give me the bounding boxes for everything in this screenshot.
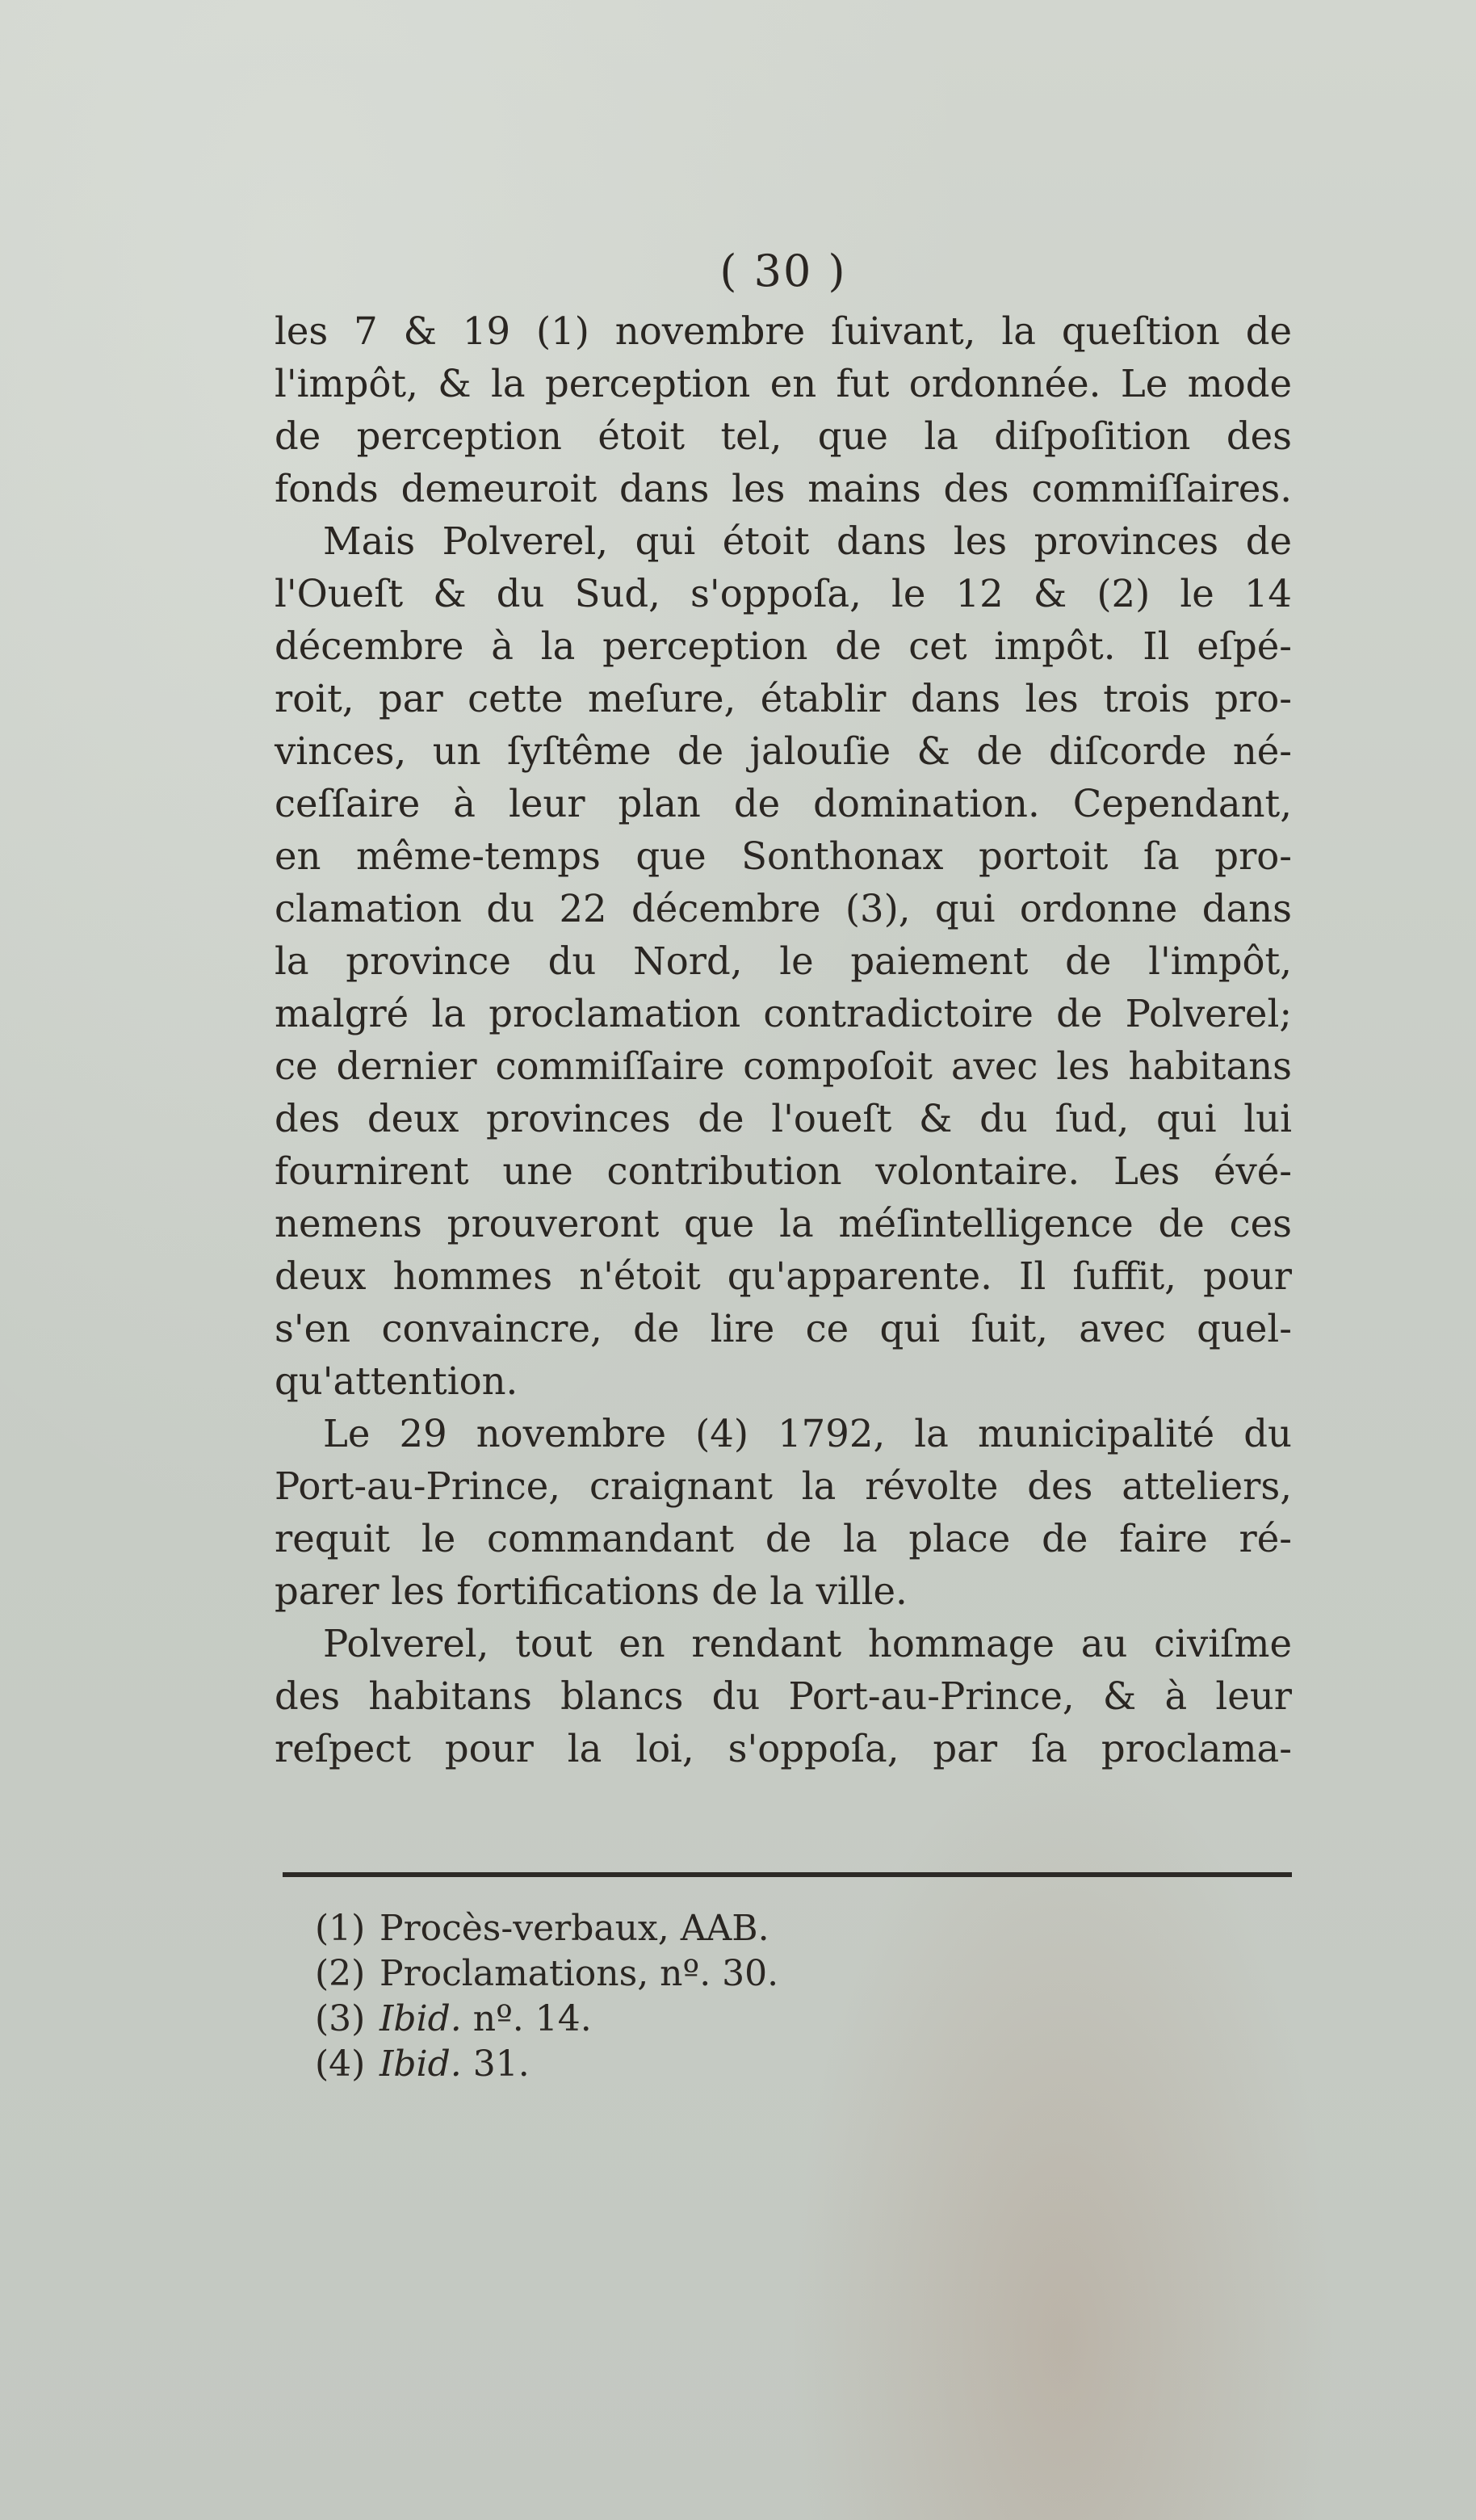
text-line: les 7 & 19 (1) novembre ſuivant, la queſtion de	[275, 309, 1292, 353]
footnote-text: Procès-verbaux, AAB.	[379, 1908, 769, 1949]
text-line: des habitans blancs du Port-au-Prince, & à leur	[275, 1674, 1292, 1718]
footnote-text: nº. 14.	[461, 1998, 592, 2039]
text-line: fonds demeuroit dans les mains des commiſſaires.	[275, 467, 1292, 510]
main-text	[275, 242, 1292, 1775]
footnote-text: Proclamations, nº. 30.	[379, 1953, 779, 1994]
text-line: fournirent une contribution volontaire. Les évé-	[275, 1149, 1292, 1193]
text-line: reſpect pour la loi, s'oppoſa, par ſa proclama-	[275, 1727, 1292, 1770]
text-line: vinces, un ſyſtême de jalouſie & de diſcorde né-	[275, 729, 1292, 773]
text-line: roit, par cette meſure, établir dans les trois pro-	[275, 677, 1292, 720]
paragraph-1	[275, 305, 1292, 515]
footnotes	[315, 1906, 880, 2087]
text-line: qu'attention.	[275, 1359, 518, 1403]
text-line: s'en convaincre, de lire ce qui ſuit, avec quel-	[275, 1307, 1292, 1350]
text-line: l'impôt, & la perception en fut ordonnée. Le mode	[275, 362, 1292, 405]
footnote-number: (1)	[315, 1908, 366, 1949]
text-line: Polverel, tout en rendant hommage au civiſme	[323, 1622, 1292, 1665]
text-line: en même-temps que Sonthonax portoit ſa pro-	[275, 834, 1292, 878]
footnote-number: (3)	[315, 1998, 366, 2039]
footnote-text: 31.	[461, 2043, 530, 2085]
paragraph-3	[275, 1408, 1292, 1618]
footnote-4	[315, 2042, 880, 2087]
text-line: Port-au-Prince, craignant la révolte des atteliers,	[275, 1464, 1292, 1508]
footnote-italic: Ibid.	[379, 1998, 462, 2039]
text-line: ce dernier commiſſaire compoſoit avec les habitans	[275, 1044, 1292, 1088]
text-line: clamation du 22 décembre (3), qui ordonne dans	[275, 887, 1292, 930]
footnote-rule	[283, 1872, 1292, 1877]
text-line: ceſſaire à leur plan de domination. Cependant,	[275, 782, 1292, 825]
text-line: deux hommes n'étoit qu'apparente. Il ſuffit, pour	[275, 1254, 1292, 1298]
text-line: Mais Polverel, qui étoit dans les provinces de	[323, 519, 1292, 563]
footnote-2	[315, 1951, 880, 1997]
text-line: des deux provinces de l'oueſt & du ſud, qui lui	[275, 1097, 1292, 1140]
paragraph-2	[275, 515, 1292, 1408]
footnote-number: (4)	[315, 2043, 366, 2085]
text-line: de perception étoit tel, que la diſpoſition des	[275, 414, 1292, 458]
footnote-italic: Ibid.	[379, 2043, 462, 2085]
text-line: décembre à la perception de cet impôt. Il eſpé-	[275, 624, 1292, 668]
text-line: l'Oueſt & du Sud, s'oppoſa, le 12 & (2) le 14	[275, 572, 1292, 615]
page-number: ( 30 )	[719, 246, 847, 296]
footnote-1	[315, 1906, 880, 1951]
paragraph-4	[275, 1618, 1292, 1775]
footnote-3	[315, 1997, 880, 2042]
text-line: la province du Nord, le paiement de l'impôt,	[275, 939, 1292, 983]
text-line: requit le commandant de la place de faire ré-	[275, 1517, 1292, 1560]
text-line: Le 29 novembre (4) 1792, la municipalité du	[323, 1412, 1292, 1455]
text-line: nemens prouveront que la méſintelligence de ces	[275, 1202, 1292, 1245]
text-line: malgré la proclamation contradictoire de Polverel;	[275, 992, 1292, 1035]
text-line: parer les fortifications de la ville.	[275, 1569, 908, 1613]
footnote-number: (2)	[315, 1953, 366, 1994]
